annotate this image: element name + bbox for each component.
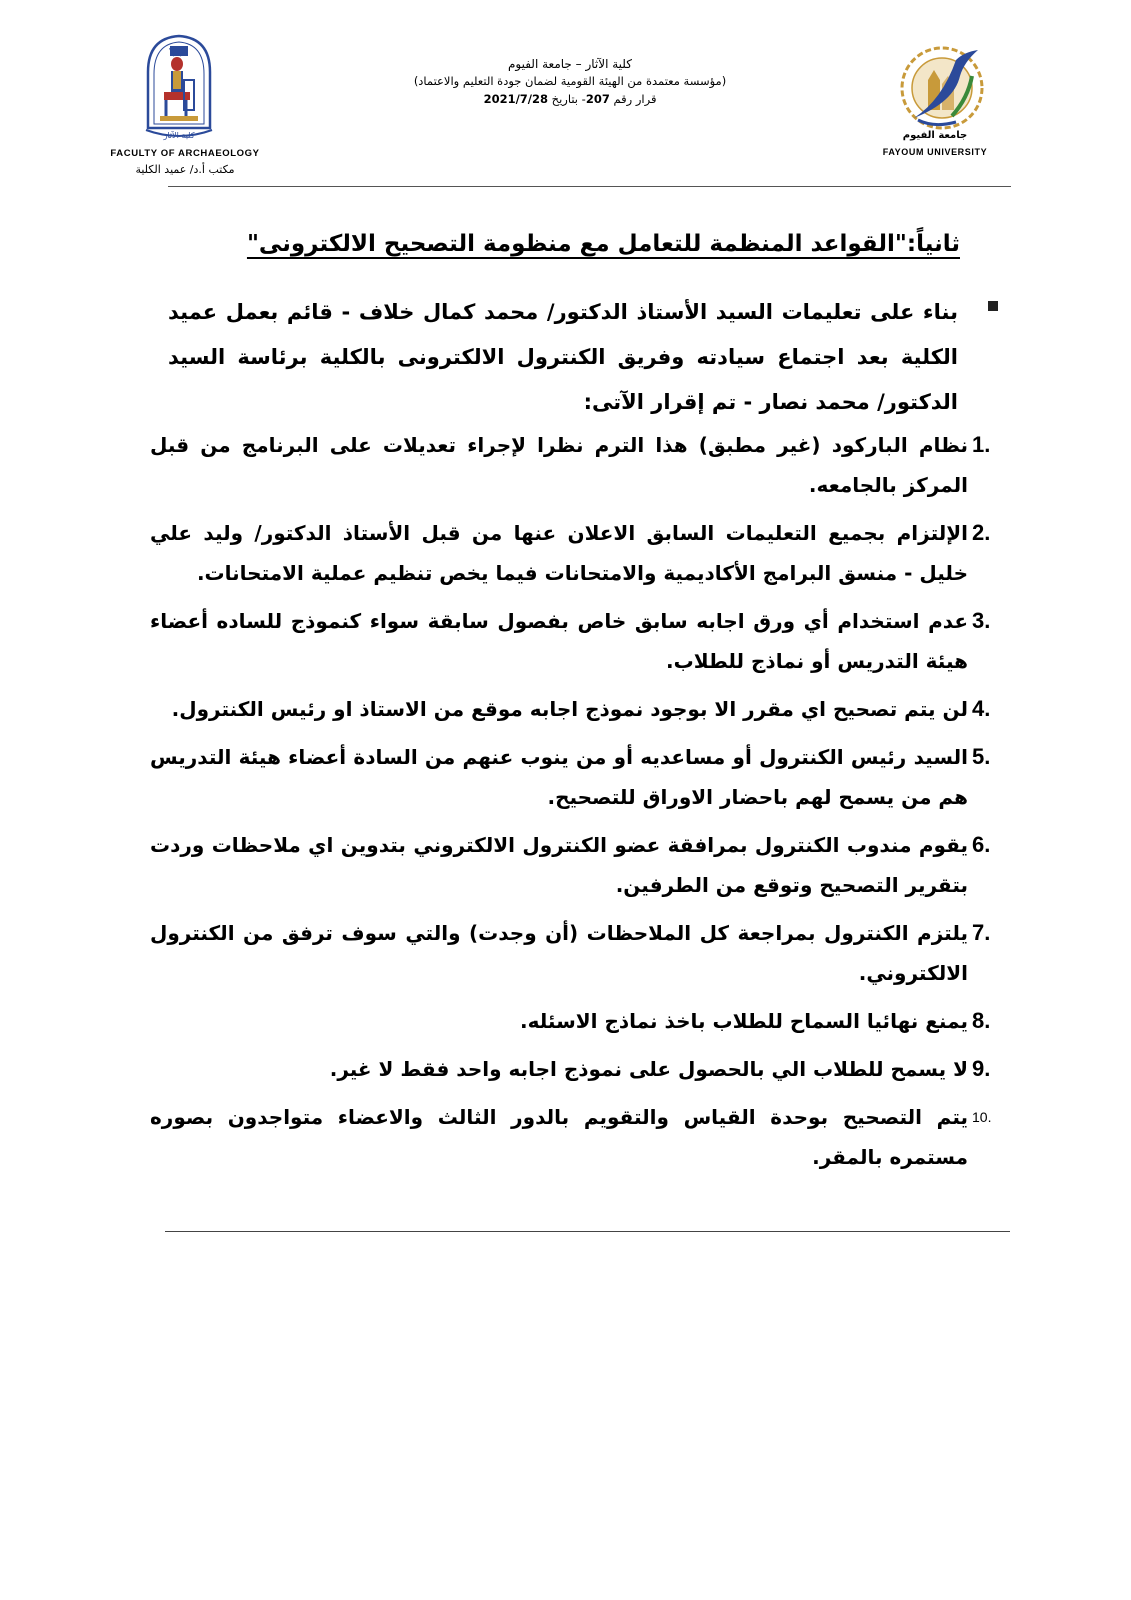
decision-line — [360, 90, 780, 109]
item-number: 6. — [972, 832, 991, 857]
item-number: 7. — [972, 920, 991, 945]
fayoum-university-logo — [894, 40, 994, 135]
decision-number: 207 — [585, 92, 610, 106]
item-number: 9. — [972, 1056, 991, 1081]
item-text: لن يتم تصحيح اي مقرر الا بوجود نموذج اجابه موقع من الاستاذ او رئيس الكنترول. — [171, 697, 968, 721]
item-text: يمنع نهائيا السماح للطلاب باخذ نماذج الاسئله. — [520, 1009, 968, 1033]
list-item — [150, 1097, 1020, 1177]
decision-date-prefix: - بتاريخ — [551, 92, 586, 106]
item-text: السيد رئيس الكنترول أو مساعديه أو من ينوب عنهم من السادة أعضاء هيئة التدريس هم من يسمح لهم باحضار الاوراق للتصحيح. — [150, 745, 968, 809]
university-name-ar: جامعة الفيوم — [902, 130, 968, 141]
intro-text: بناء على تعليمات السيد الأستاذ الدكتور/ محمد كمال خلاف - قائم بعمل عميد الكلية بعد اجتماع سيادته وفريق الكنترول الالكترونى بالكلية برئاسة السيد الدكتور/ محمد نصار - تم إقرار الآتى: — [168, 300, 958, 414]
logo-left-text: كلية الآثار — [163, 131, 195, 140]
item-text: يتم التصحيح بوحدة القياس والتقويم بالدور الثالث والاعضاء متواجدون بصوره مستمره بالمقر. — [150, 1105, 968, 1169]
item-number: 2. — [972, 520, 991, 545]
item-number: 8. — [972, 1008, 991, 1033]
item-text: يقوم مندوب الكنترول بمرافقة عضو الكنترول الالكتروني بتدوين اي ملاحظات وردت بتقرير التصحيح وتوقع من الطرفين. — [150, 833, 968, 897]
university-name-en: FAYOUM UNIVERSITY — [882, 147, 988, 157]
item-text: الإلتزام بجميع التعليمات السابق الاعلان عنها من قبل الأستاذ الدكتور/ وليد علي خليل - منسق البرامج الأكاديمية والامتحانات فيما يخص تنظيم عملية الامتحانات. — [150, 521, 968, 585]
list-item — [150, 601, 1020, 681]
list-item — [150, 737, 1020, 817]
list-item — [150, 913, 1020, 993]
item-text: عدم استخدام أي ورق اجابه سابق خاص بفصول سابقة سواء كنموذج للساده أعضاء هيئة التدريس أو نماذج للطلاب. — [150, 609, 968, 673]
decision-date: 2021/7/28 — [483, 92, 548, 106]
item-number: 4. — [972, 696, 991, 721]
faculty-archaeology-logo — [140, 32, 218, 144]
list-item — [150, 689, 1020, 729]
item-number: 5. — [972, 744, 991, 769]
list-item — [150, 1001, 1020, 1041]
item-number: 10. — [972, 1109, 992, 1125]
header-divider — [168, 186, 1011, 187]
intro-paragraph — [168, 290, 998, 425]
square-bullet-icon — [988, 301, 998, 311]
list-item — [150, 425, 1020, 505]
list-item — [150, 1049, 1020, 1089]
letterhead-center — [360, 56, 780, 109]
rules-list — [150, 425, 1020, 1185]
item-text: يلتزم الكنترول بمراجعة كل الملاحظات (أن وجدت) والتي سوف ترفق من الكنترول الالكتروني. — [150, 921, 968, 985]
document-title — [180, 226, 960, 262]
dean-office-label: مكتب أ.د/ عميد الكلية — [135, 163, 235, 176]
item-number: 3. — [972, 608, 991, 633]
faculty-university-line: كلية الآثار – جامعة الفيوم — [507, 57, 632, 71]
accreditation-line: (مؤسسة معتمدة من الهيئة القومية لضمان جودة التعليم والاعتماد) — [413, 74, 727, 88]
faculty-name-en: FACULTY OF ARCHAEOLOGY — [110, 148, 260, 159]
letterhead — [0, 0, 1131, 190]
item-text: لا يسمح للطلاب الي بالحصول على نموذج اجابه واحد فقط لا غير. — [329, 1057, 968, 1081]
list-item — [150, 825, 1020, 905]
document-title-text: ثانياً:"القواعد المنظمة للتعامل مع منظومة التصحيح الالكترونى" — [246, 231, 960, 257]
item-number: 1. — [972, 432, 991, 457]
decision-prefix: قرار رقم — [613, 92, 657, 106]
item-text: نظام الباركود (غير مطبق) هذا الترم نظرا لإجراء تعديلات على البرنامج من قبل المركز بالجامعه. — [150, 433, 968, 497]
footer-divider — [165, 1231, 1010, 1232]
list-item — [150, 513, 1020, 593]
